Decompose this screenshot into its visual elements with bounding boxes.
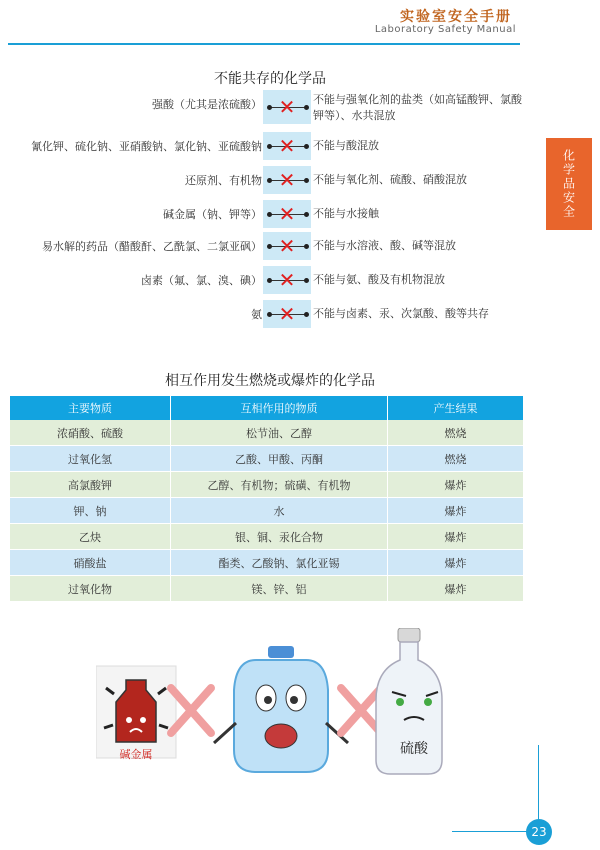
cell-main-substance: 过氧化物 — [10, 576, 171, 602]
incompatible-row — [0, 266, 540, 294]
cross-icon: ✕ — [278, 234, 296, 258]
incompatible-rule: 不能与强氧化剂的盐类（如高锰酸钾、氯酸钾等）、水共混放 — [313, 93, 522, 122]
cell-interacting-substance: 镁、锌、铝 — [171, 576, 388, 602]
cross-icon: ✕ — [278, 134, 296, 158]
cross-icon: ✕ — [278, 202, 296, 226]
incompatible-row — [0, 166, 540, 194]
side-tab[interactable]: 化学品安全 — [546, 138, 592, 230]
page-number: 23 — [526, 819, 552, 845]
incompatible-row — [0, 300, 540, 328]
table-row — [10, 498, 524, 524]
cell-main-substance: 过氧化氢 — [10, 446, 171, 472]
incompatible-rule: 不能与卤素、汞、次氯酸、酸等共存 — [313, 307, 489, 320]
incompatible-connector — [263, 166, 311, 194]
cell-interacting-substance: 乙酸、甲酸、丙酮 — [171, 446, 388, 472]
incompatible-substance: 强酸（尤其是浓硫酸） — [152, 98, 262, 111]
incompatible-substance: 氨 — [251, 308, 262, 321]
table-row — [10, 524, 524, 550]
cell-interacting-substance: 酯类、乙酸钠、氯化亚锡 — [171, 550, 388, 576]
incompatible-rule: 不能与水溶液、酸、碱等混放 — [313, 239, 456, 252]
sulfuric-acid-label: 硫酸 — [400, 741, 428, 757]
cross-icon: ✕ — [278, 95, 296, 119]
col-header-interacting: 互相作用的物质 — [171, 396, 388, 420]
cell-main-substance: 钾、钠 — [10, 498, 171, 524]
incompatible-title: 不能共存的化学品 — [214, 71, 326, 87]
right-cross-icon — [341, 688, 381, 733]
header-subtitle: Laboratory Safety Manual — [374, 24, 516, 35]
cell-interacting-substance: 乙醇、有机物；硫磺、有机物 — [171, 472, 388, 498]
incompatible-substance: 碱金属（钠、钾等） — [163, 208, 262, 221]
table-row — [10, 420, 524, 446]
incompatible-row — [0, 132, 540, 160]
water-bottle-icon — [214, 646, 348, 772]
reactive-table — [10, 396, 524, 602]
incompatible-row — [0, 90, 540, 124]
incompatible-connector — [263, 132, 311, 160]
cell-main-substance: 硝酸盐 — [10, 550, 171, 576]
incompatible-connector — [263, 200, 311, 228]
cell-result: 燃烧 — [388, 420, 524, 446]
cell-main-substance: 浓硝酸、硫酸 — [10, 420, 171, 446]
incompatible-rule: 不能与水接触 — [313, 207, 379, 220]
cell-result: 爆炸 — [388, 524, 524, 550]
incompatible-connector — [263, 266, 311, 294]
cell-result: 爆炸 — [388, 498, 524, 524]
header-title: 实验室安全手册 — [400, 9, 512, 25]
reactive-title: 相互作用发生燃烧或爆炸的化学品 — [165, 373, 375, 389]
cell-result: 爆炸 — [388, 576, 524, 602]
cell-interacting-substance: 水 — [171, 498, 388, 524]
incompatible-substance: 还原剂、有机物 — [185, 174, 262, 187]
cross-icon: ✕ — [278, 302, 296, 326]
incompatible-connector — [263, 300, 311, 328]
table-row — [10, 446, 524, 472]
left-cross-icon — [171, 688, 211, 733]
incompatible-rule: 不能与酸混放 — [313, 139, 379, 152]
header-rule — [8, 43, 520, 45]
cell-result: 爆炸 — [388, 472, 524, 498]
col-header-result: 产生结果 — [388, 396, 524, 420]
cell-result: 爆炸 — [388, 550, 524, 576]
table-row — [10, 472, 524, 498]
cell-main-substance: 高氯酸钾 — [10, 472, 171, 498]
incompatible-row — [0, 232, 540, 260]
table-row — [10, 576, 524, 602]
cell-interacting-substance: 银、铜、汞化合物 — [171, 524, 388, 550]
table-row — [10, 550, 524, 576]
cell-main-substance: 乙炔 — [10, 524, 171, 550]
col-header-main: 主要物质 — [10, 396, 171, 420]
table-header-row — [10, 396, 524, 420]
incompatible-connector — [263, 90, 311, 124]
incompatible-rule: 不能与氧化剂、硫酸、硝酸混放 — [313, 173, 467, 186]
cell-result: 燃烧 — [388, 446, 524, 472]
cross-icon: ✕ — [278, 268, 296, 292]
cross-icon: ✕ — [278, 168, 296, 192]
incompatible-rule: 不能与氨、酸及有机物混放 — [313, 273, 445, 286]
alkali-metal-label: 碱金属 — [119, 748, 153, 761]
incompatible-substance: 卤素（氟、氯、溴、碘） — [141, 274, 262, 287]
incompatible-row — [0, 200, 540, 228]
incompatible-substance: 氰化钾、硫化钠、亚硝酸钠、氯化钠、亚硫酸钠 — [31, 140, 262, 153]
incompatible-connector — [263, 232, 311, 260]
cell-interacting-substance: 松节油、乙醇 — [171, 420, 388, 446]
incompatible-substance: 易水解的药品（醋酸酐、乙酰氯、二氯亚砜） — [42, 240, 262, 253]
chemical-cartoon-illustration — [96, 628, 466, 778]
alkali-metal-bottle-icon — [96, 666, 176, 758]
